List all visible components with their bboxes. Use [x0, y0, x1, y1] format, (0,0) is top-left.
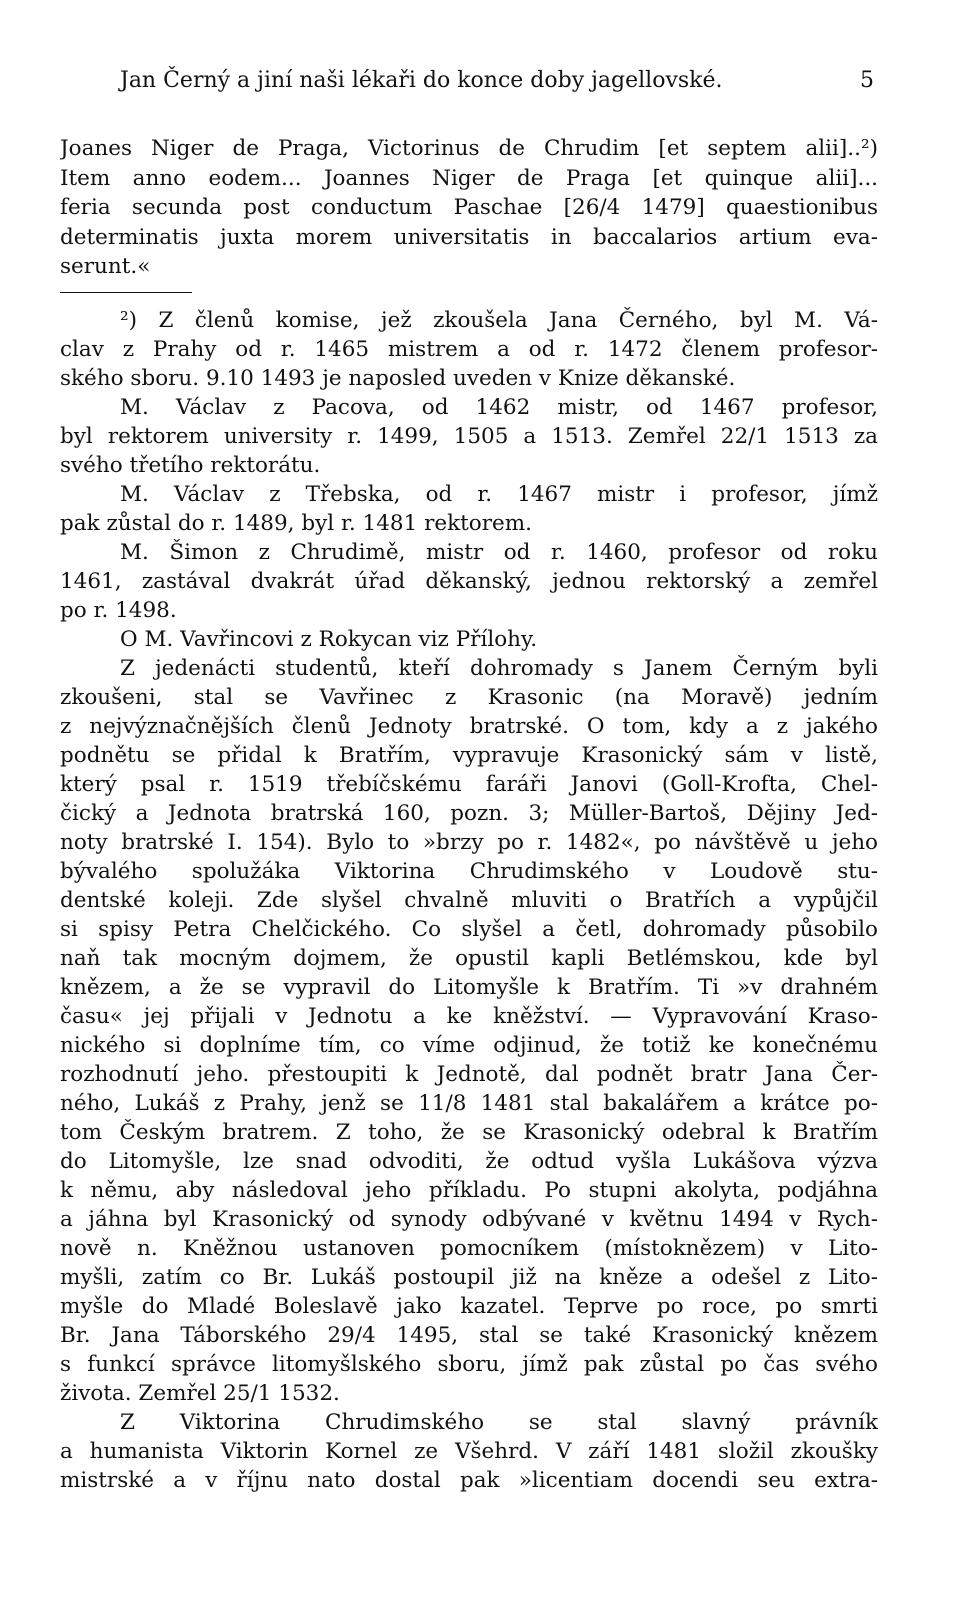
body-line: si spisy Petra Chelčického. Co slyšel a četl, dohromady působilo — [60, 917, 878, 942]
body-line: s funkcí správce litomyšlského sboru, jímž pak zůstal po čas svého — [60, 1352, 878, 1377]
body-line: noty bratrské I. 154). Bylo to »brzy po r. 1482«, po návštěvě u jeho — [60, 830, 878, 855]
footnote-marker: ²) — [120, 308, 159, 333]
body-line: M. Václav z Pacova, od 1462 mistr, od 1467 profesor, — [120, 395, 878, 420]
running-head — [120, 66, 874, 96]
body-line: zkoušeni, stal se Vavřinec z Krasonic (na Moravě) jedním — [60, 685, 878, 710]
body-line: myšli, zatím co Br. Lukáš postoupil již na kněze a odešel z Lito- — [60, 1265, 878, 1290]
body-line: života. Zemřel 25/1 1532. — [60, 1381, 340, 1406]
body-line: k němu, aby následoval jeho příkladu. Po stupni akolyta, podjáhna — [60, 1178, 878, 1203]
body-line: M. Václav z Třebska, od r. 1467 mistr i profesor, jímž — [120, 482, 878, 507]
body-line: podnětu se přidal k Bratřím, vypravuje Krasonický sám v listě, — [60, 743, 878, 768]
body-line: a jáhna byl Krasonický od synody odbývané v květnu 1494 v Rych- — [60, 1207, 878, 1232]
running-title: Jan Černý a jiní naši lékaři do konce doby jagellovské. — [120, 68, 723, 93]
body-line: Z jedenácti studentů, kteří dohromady s Janem Černým byli — [120, 656, 878, 681]
body-line: času« jej přijali v Jednotu a ke kněžství. — Vypravování Kraso- — [60, 1004, 878, 1029]
body-line: clav z Prahy od r. 1465 mistrem a od r. 1472 členem profesor- — [60, 337, 878, 362]
body-line: bývalého spolužáka Viktorina Chrudimského v Loudově stu- — [60, 859, 878, 884]
body-line: ného, Lukáš z Prahy, jenž se 11/8 1481 stal bakalářem a krátce po- — [60, 1091, 878, 1116]
quote-line: feria secunda post conductum Paschae [26/4 1479] quaestionibus — [60, 195, 878, 221]
latin-quote — [60, 134, 878, 282]
body-line: Z Viktorina Chrudimského se stal slavný právník — [120, 1410, 878, 1435]
footnote-first-line: ²) Z členů komise, jež zkoušela Jana Černého, byl M. Vá- — [120, 308, 878, 333]
body-line: který psal r. 1519 třebíčskému faráři Janovi (Goll-Krofta, Chel- — [60, 772, 878, 797]
quote-line: Item anno eodem... Joannes Niger de Praga [et quinque alii]... — [60, 165, 878, 191]
body-line: O M. Vavřincovi z Rokycan viz Přílohy. — [120, 627, 538, 652]
body-line: nově n. Kněžnou ustanoven pomocníkem (místoknězem) v Lito- — [60, 1236, 878, 1261]
body-line: po r. 1498. — [60, 598, 177, 623]
body-line: byl rektorem university r. 1499, 1505 a 1513. Zemřel 22/1 1513 za — [60, 424, 878, 449]
body-line: tom Českým bratrem. Z toho, že se Krasonický odebral k Bratřím — [60, 1120, 878, 1145]
body-line: z nejvýznačnějších členů Jednoty bratrské. O tom, kdy a z jakého — [60, 714, 878, 739]
body-line: svého třetího rektorátu. — [60, 453, 321, 478]
quote-line: serunt.« — [60, 254, 151, 280]
quote-line: Joanes Niger de Praga, Victorinus de Chrudim [et septem alii]..²) — [60, 136, 878, 161]
body-line: naň tak mocným dojmem, že opustil kapli Betlémskou, kde byl — [60, 946, 878, 971]
footnote-divider — [60, 292, 192, 293]
body-line: M. Šimon z Chrudimě, mistr od r. 1460, profesor od roku — [120, 540, 878, 565]
footnote-text — [60, 306, 878, 1495]
body-line: myšle do Mladé Boleslavě jako kazatel. Teprve po roce, po smrti — [60, 1294, 878, 1319]
body-line: nického si doplníme tím, co víme odjinud, že totiž ke konečnému — [60, 1033, 878, 1058]
page-number: 5 — [860, 68, 874, 93]
body-line: dentské koleji. Zde slyšel chvalně mluviti o Bratřích a vypůjčil — [60, 888, 878, 913]
body-line: mistrské a v říjnu nato dostal pak »licentiam docendi seu extra- — [60, 1468, 878, 1493]
body-line: a humanista Viktorin Kornel ze Všehrd. V září 1481 složil zkoušky — [60, 1439, 878, 1464]
body-line: Br. Jana Táborského 29/4 1495, stal se také Krasonický knězem — [60, 1323, 878, 1348]
body-line: do Litomyšle, lze snad odvoditi, že odtud vyšla Lukášova výzva — [60, 1149, 878, 1174]
quote-line: determinatis juxta morem universitatis in baccalarios artium eva- — [60, 224, 878, 250]
body-line: knězem, a že se vypravil do Litomyšle k Bratřím. Ti »v drahném — [60, 975, 878, 1000]
body-line: 1461, zastával dvakrát úřad děkanský, jednou rektorský a zemřel — [60, 569, 878, 594]
body-line: ského sboru. 9.10 1493 je naposled uveden v Knize děkanské. — [60, 366, 736, 391]
body-line: rozhodnutí jeho. přestoupiti k Jednotě, dal podnět bratr Jana Čer- — [60, 1062, 878, 1087]
body-line: pak zůstal do r. 1489, byl r. 1481 rektorem. — [60, 511, 532, 536]
body-line: čický a Jednota bratrská 160, pozn. 3; Müller-Bartoš, Dějiny Jed- — [60, 801, 878, 826]
